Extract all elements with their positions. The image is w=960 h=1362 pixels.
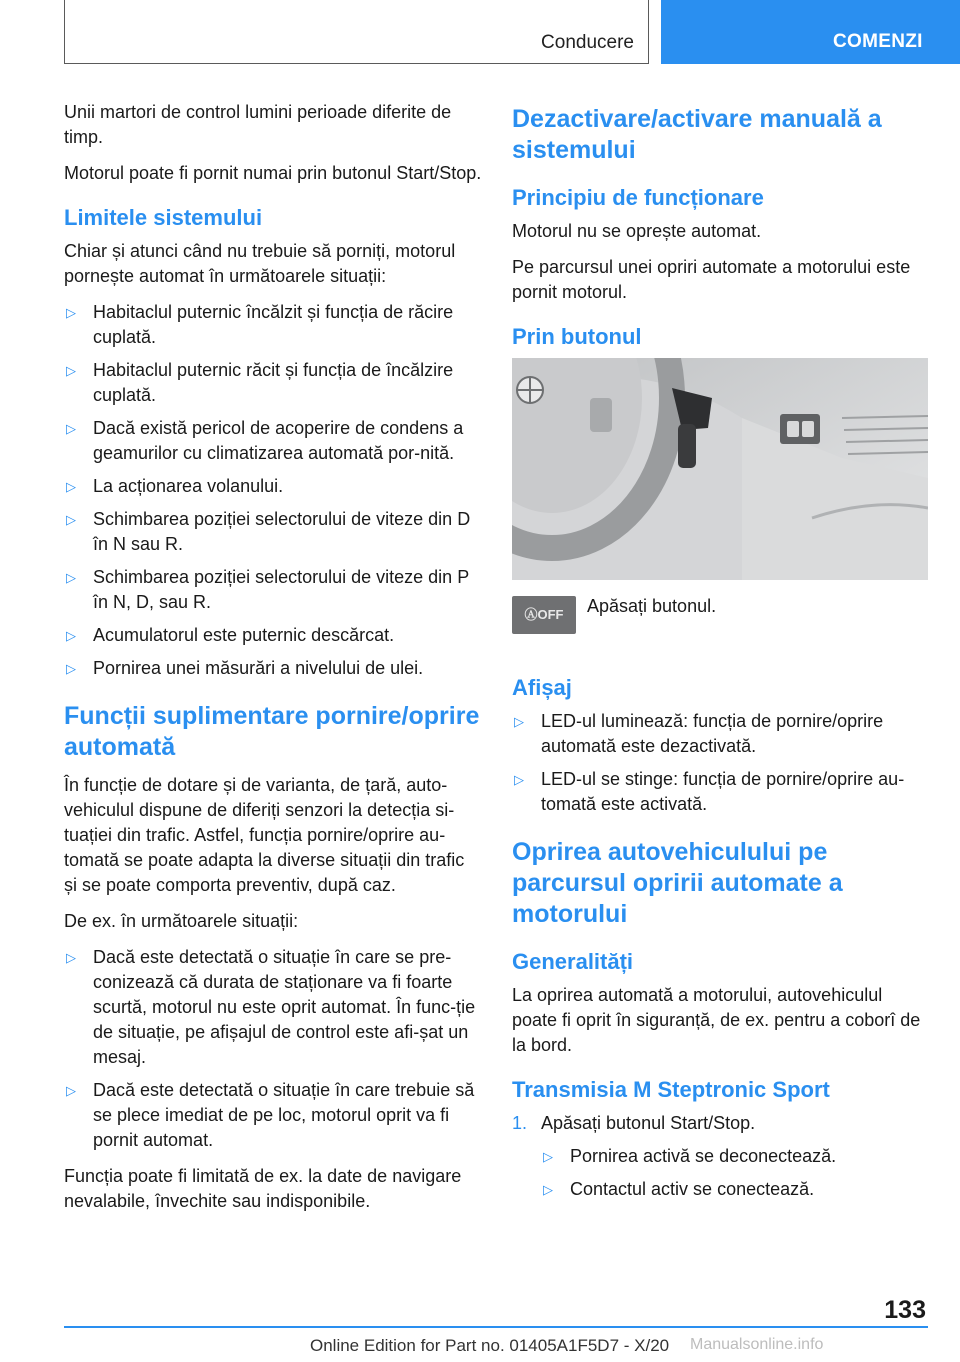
dashboard-photo — [512, 358, 928, 580]
step-item — [512, 1111, 930, 1202]
triangle-bullet-icon: ▷ — [66, 1083, 76, 1098]
triangle-bullet-icon: ▷ — [66, 479, 76, 494]
principle-text: Motorul nu se oprește automat. — [512, 221, 762, 241]
steps-list — [512, 1111, 930, 1202]
list-item: ▷ Acumulatorul este puternic descărcat. — [64, 623, 482, 648]
display-heading: Afișaj — [512, 675, 572, 700]
list-item: ▷ LED-ul luminează: funcția de pornire/oprire automată este dezactivată. — [514, 711, 884, 756]
limitation-text: Funcția poate fi limitată de ex. la date de navigare nevalabile, învechite sau indisponibile. — [64, 1166, 462, 1211]
list-item: ▷ Dacă există pericol de acoperire de condens a geamurilor cu climatizarea automată por-nită. — [66, 418, 464, 463]
list-item: ▷ Schimbarea poziției selectorului de viteze din P în N, D, sau R. — [66, 567, 469, 612]
button-heading: Prin butonul — [512, 324, 642, 349]
triangle-bullet-icon: ▷ — [66, 628, 76, 643]
left-column — [64, 100, 482, 1225]
triangle-bullet-icon: ▷ — [543, 1149, 553, 1164]
general-heading: Generalități — [512, 949, 634, 974]
button-instruction-text: Apăsați butonul. — [587, 596, 717, 616]
general-text: La oprirea automată a motorului, autovehiculul poate fi oprit în siguranță, de ex. pentru a coborî de la bord. — [512, 985, 921, 1055]
manual-heading: Dezactivare/activare manuală a sistemului — [512, 105, 882, 164]
intro-paragraph: Motorul poate fi pornit numai prin butonul Start/Stop. — [64, 163, 482, 183]
triangle-bullet-icon: ▷ — [514, 714, 524, 729]
limits-list — [64, 300, 482, 681]
principle-heading: Principiu de funcționare — [512, 185, 764, 210]
triangle-bullet-icon: ▷ — [66, 305, 76, 320]
header-chapter-label: COMENZI — [833, 31, 923, 52]
limits-text: Chiar și atunci când nu trebuie să porniți, motorul pornește automat în următoarele situații: — [64, 241, 456, 286]
extra-functions-text: În funcție de dotare și de varianta, de țară, auto-vehiculul dispune de diferiți senzori la detecția si-tuației din trafic. Astfel, funcția pornire/oprire au-tomată se poate adapta la diverse situații din trafic și se poate comporta preventiv, după caz. — [64, 775, 465, 895]
triangle-bullet-icon: ▷ — [66, 421, 76, 436]
list-item: ▷ Dacă este detectată o situație în care trebuie să se plece imediat de pe loc, motorul oprit va fi pornit automat. — [66, 1080, 475, 1150]
list-item: ▷ LED-ul se stinge: funcția de pornire/oprire au-tomată este activată. — [514, 769, 905, 814]
footer-edition: Online Edition for Part no. 01405A1F5D7 - X/20 — [310, 1336, 670, 1355]
triangle-bullet-icon: ▷ — [66, 570, 76, 585]
auto-start-stop-off-icon: ⒶOFF — [512, 596, 576, 634]
triangle-bullet-icon: ▷ — [514, 772, 524, 787]
stop-vehicle-heading: Oprirea autovehiculului pe parcursul opririi automate a motorului — [512, 838, 843, 928]
list-item: ▷ Schimbarea poziției selectorului de viteze din D în N sau R. — [66, 509, 471, 554]
list-item: ▷ Pornirea activă se deconectează. — [541, 1144, 930, 1169]
examples-intro: De ex. în următoarele situații: — [64, 911, 299, 931]
page-number: 133 — [884, 1296, 926, 1324]
display-list — [512, 709, 930, 817]
right-column — [512, 100, 930, 1213]
intro-paragraph: Unii martori de control lumini perioade diferite de timp. — [64, 102, 452, 147]
principle-text: Pe parcursul unei opriri automate a motorului este pornit motorul. — [512, 257, 911, 302]
step-text: Apăsați butonul Start/Stop. — [541, 1113, 756, 1133]
triangle-bullet-icon: ▷ — [66, 661, 76, 676]
header-chapter-tab — [661, 0, 960, 64]
header-section-tab — [64, 0, 649, 64]
list-item: ▷ La acționarea volanului. — [64, 474, 482, 499]
list-item: ▷ Habitaclul puternic încălzit și funcția de răcire cuplată. — [66, 302, 454, 347]
watermark: Manualsonline.info — [690, 1336, 824, 1353]
examples-list — [64, 945, 482, 1153]
list-item: ▷ Contactul activ se conectează. — [541, 1177, 930, 1202]
header-section-label: Conducere — [541, 32, 634, 53]
triangle-bullet-icon: ▷ — [66, 512, 76, 527]
button-instruction — [512, 596, 930, 656]
list-item: ▷ Habitaclul puternic răcit și funcția de încălzire cuplată. — [66, 360, 454, 405]
step-number: 1. — [512, 1113, 528, 1133]
list-item: ▷ Dacă este detectată o situație în care se pre-conizează că durata de staționare va fi foarte scurtă, motorul nu este oprit automat. În func-ție de situație, pe afișajul de control este afi-șat un mesaj. — [66, 947, 476, 1067]
footer-divider — [64, 1326, 928, 1328]
triangle-bullet-icon: ▷ — [543, 1182, 553, 1197]
extra-functions-heading: Funcții suplimentare pornire/oprire automată — [64, 702, 480, 761]
step-sublist — [541, 1144, 930, 1202]
transmission-heading: Transmisia M Steptronic Sport — [512, 1077, 830, 1102]
limits-heading: Limitele sistemului — [64, 205, 263, 230]
triangle-bullet-icon: ▷ — [66, 363, 76, 378]
triangle-bullet-icon: ▷ — [66, 950, 76, 965]
list-item: ▷ Pornirea unei măsurări a nivelului de ulei. — [64, 656, 482, 681]
